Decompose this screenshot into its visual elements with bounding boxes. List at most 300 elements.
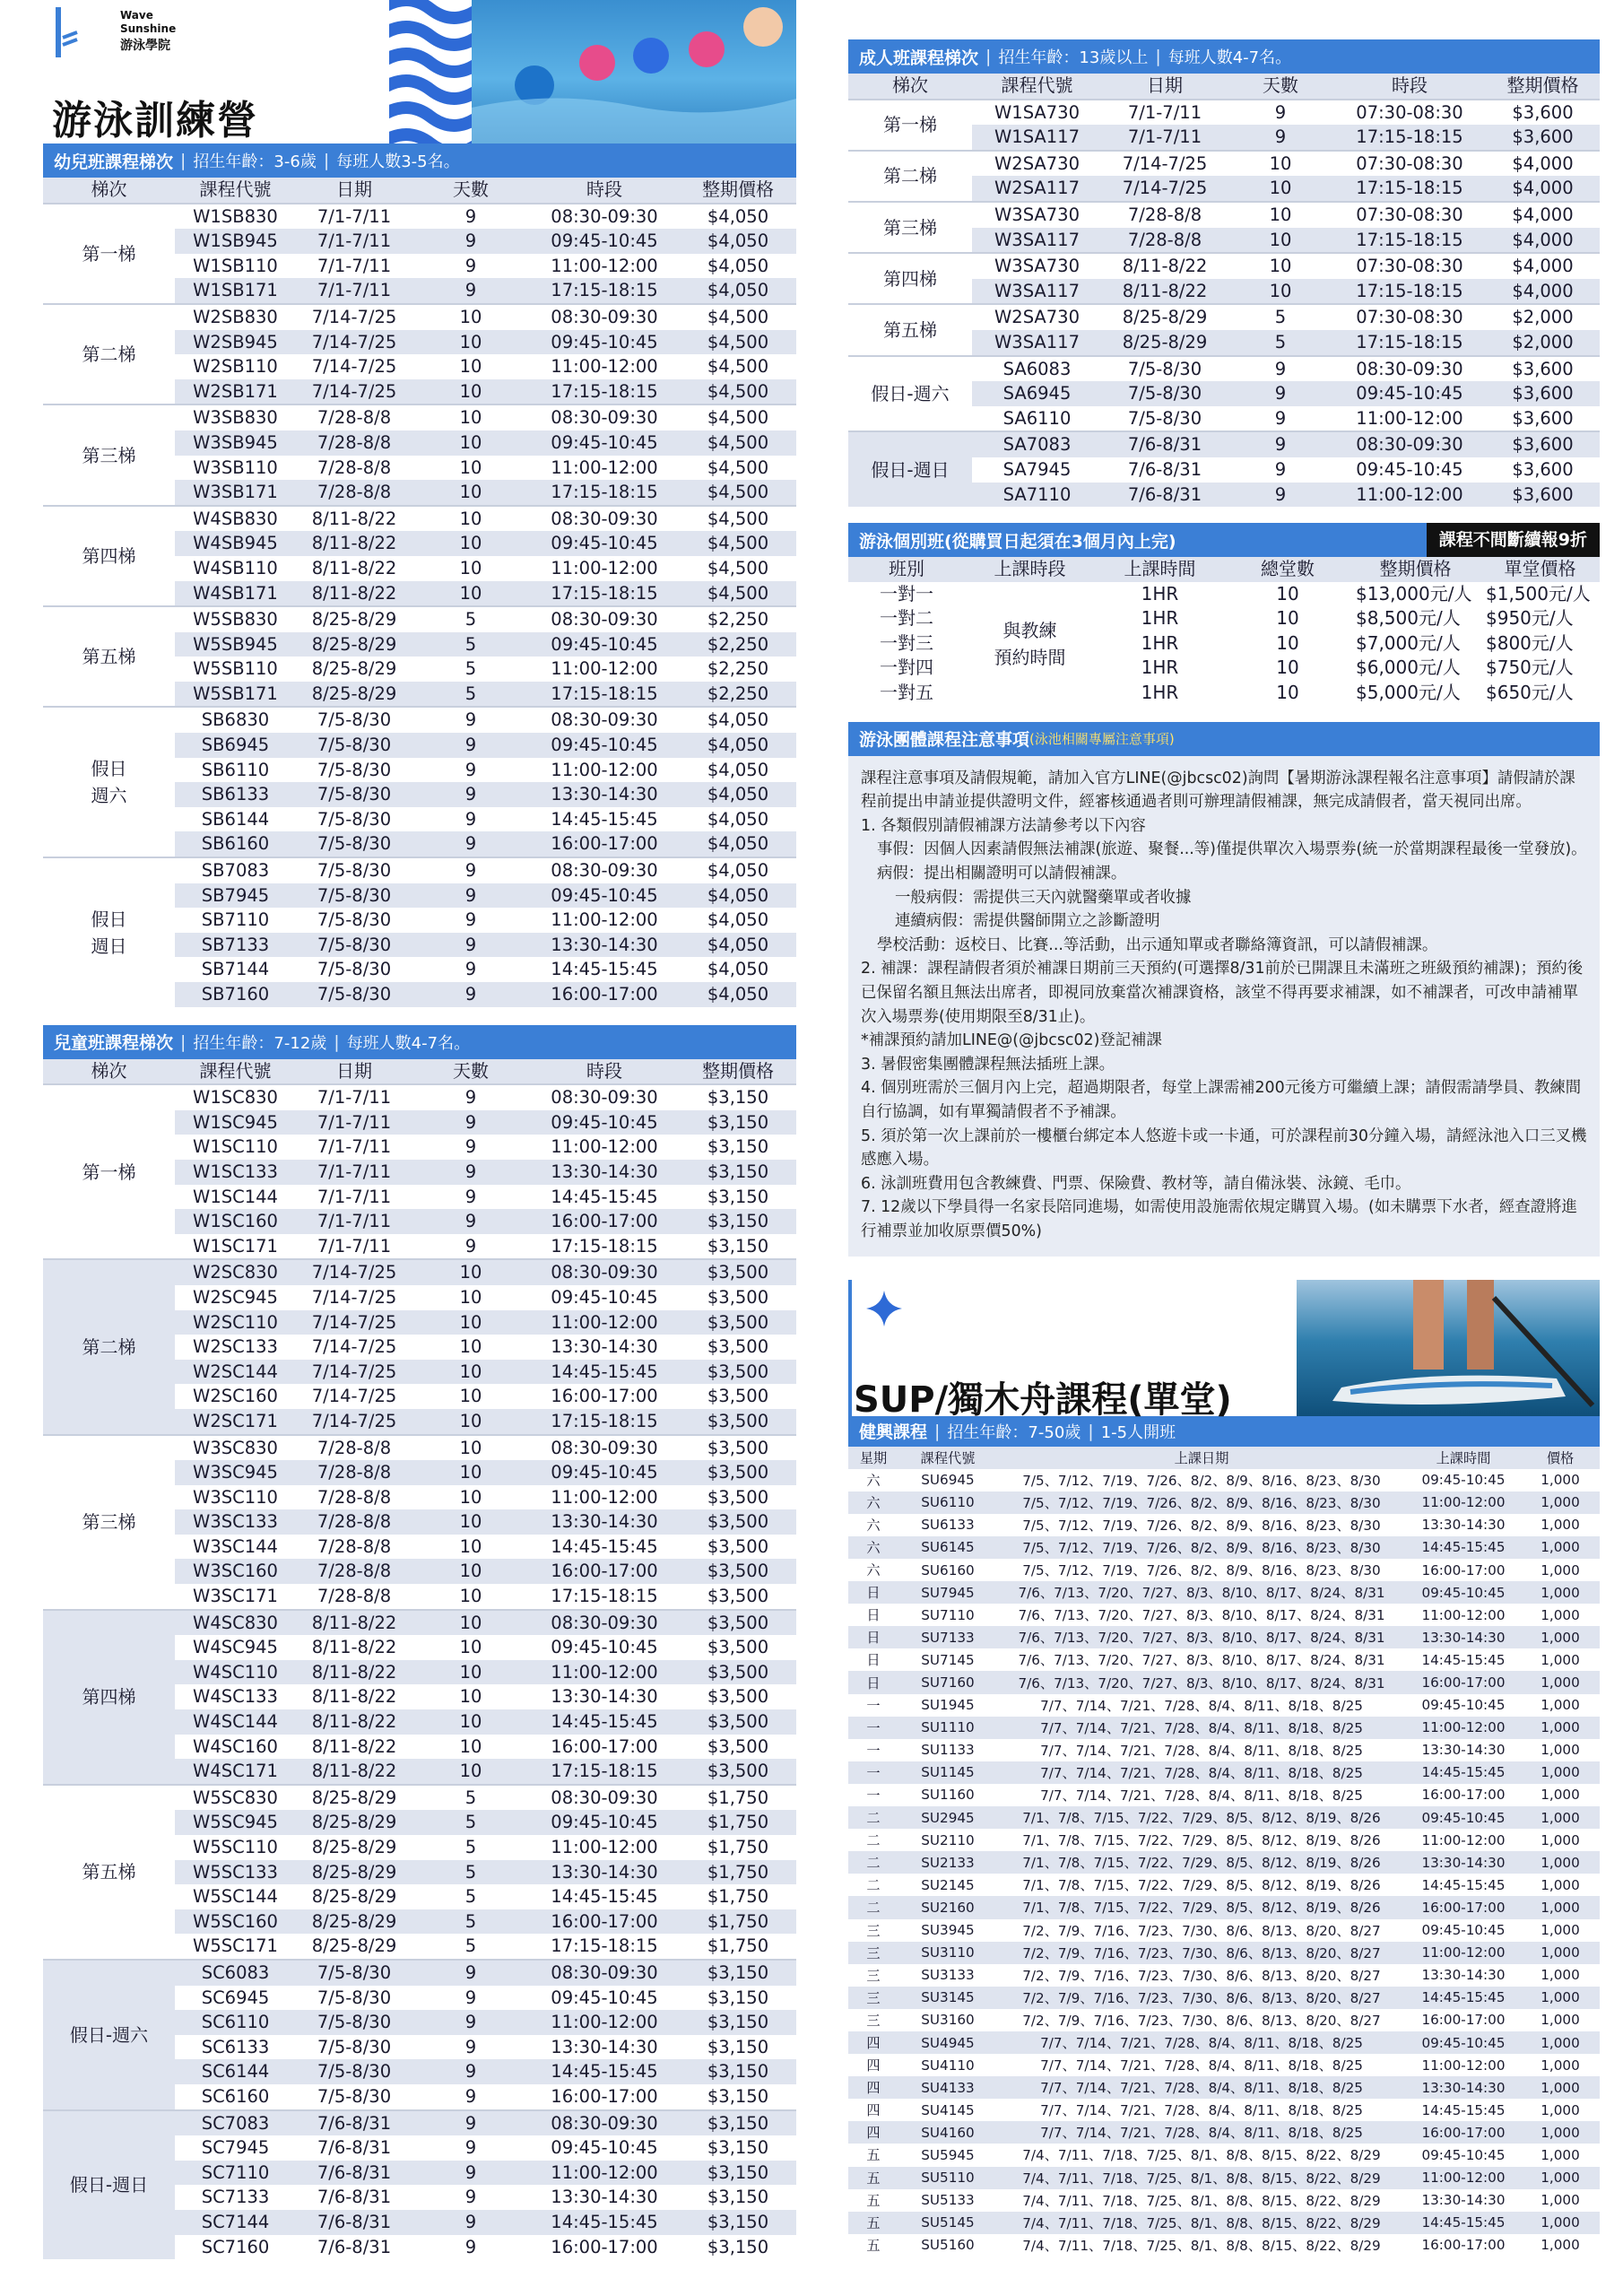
time-slot: 17:15-18:15 (529, 278, 680, 304)
time-slot: 09:45-10:45 (529, 229, 680, 254)
class-dates: 7/6、7/13、7/20、7/27、8/3、8/10、8/17、8/24、8/31 (1018, 1607, 1385, 1624)
course-code: SC6083 (175, 1960, 296, 1986)
table-row (848, 1671, 1600, 1693)
price: $3,150 (680, 1084, 796, 1110)
price: 1,000 (1541, 1742, 1580, 1759)
class-dates: 7/7、7/14、7/21、7/28、8/4、8/11、8/18、8/25 (997, 2076, 1406, 2099)
time-slot: 09:45-10:45 (1406, 1806, 1521, 1829)
level-label: 第五梯 (43, 606, 175, 707)
time-slot: 14:45-15:45 (551, 1535, 658, 1557)
course-code: W3SA730 (972, 253, 1102, 279)
column-header: 時段 (529, 178, 680, 204)
price: $3,500 (680, 1409, 796, 1435)
day-count: 9 (1228, 431, 1333, 457)
time-slot: 11:00-12:00 (551, 557, 658, 578)
date-range: 8/11-8/22 (296, 1709, 412, 1735)
class-dates: 7/7、7/14、7/21、7/28、8/4、8/11、8/18、8/25 (997, 1717, 1406, 1739)
course-code: W2SC830 (175, 1259, 296, 1285)
class-dates: 7/2、7/9、7/16、7/23、7/30、8/6、8/13、8/20、8/27 (997, 1987, 1406, 2009)
time-slot: 08:30-09:30 (529, 304, 680, 330)
course-code: SC6133 (201, 2036, 270, 2057)
price: $3,150 (707, 1136, 769, 1158)
price: $3,500 (707, 1735, 769, 1757)
date-range: 8/25-8/29 (296, 1785, 412, 1811)
class-dates: 7/7、7/14、7/21、7/28、8/4、8/11、8/18、8/25 (1040, 1742, 1363, 1759)
note-line: 一般病假：需提供三天內就醫藥單或者收據 (895, 888, 1192, 907)
notes-section-bar (848, 722, 1600, 756)
price: $2,000 (1486, 330, 1600, 356)
table-row (848, 1784, 1600, 1806)
day-count: 10 (412, 1409, 529, 1435)
time-slot: 16:00-17:00 (1421, 1787, 1506, 1804)
course-code: SU4160 (898, 2121, 997, 2144)
price: $3,500 (707, 1686, 769, 1708)
column-header: 課程代號 (972, 74, 1102, 100)
time-slot: 16:00-17:00 (1421, 1561, 1506, 1578)
date-range: 8/11-8/22 (296, 531, 412, 556)
date-range: 7/5-8/30 (296, 733, 412, 758)
level-label: 第三梯 (43, 1435, 175, 1610)
time-slot: 09:45-10:45 (529, 531, 680, 556)
duration: 1HR (1141, 631, 1179, 654)
day-count: 10 (412, 581, 529, 607)
day-count: 9 (1274, 407, 1287, 429)
price: $4,000 (1486, 253, 1600, 279)
price: $1,750 (680, 1860, 796, 1885)
class-dates: 7/6、7/13、7/20、7/27、8/3、8/10、8/17、8/24、8/31 (997, 1626, 1406, 1648)
course-code: W2SA117 (972, 176, 1102, 202)
course-code: SA7110 (972, 483, 1102, 508)
time-slot: 14:45-15:45 (529, 1360, 680, 1385)
date-range: 7/28-8/8 (296, 1435, 412, 1461)
session-count: 10 (1276, 657, 1299, 679)
column-header: 價格 (1521, 1447, 1600, 1469)
column-header: 課程代號 (175, 1059, 296, 1085)
price: 1,000 (1521, 1717, 1600, 1739)
date-range: 7/14-7/25 (311, 1336, 397, 1358)
day-count: 5 (412, 1785, 529, 1811)
level-label: 第一梯 (43, 1084, 175, 1259)
day-count: 9 (412, 1960, 529, 1986)
sparkle-icon (866, 1291, 902, 1326)
table-row (43, 2110, 796, 2136)
price: $3,500 (707, 1637, 769, 1658)
price: $3,500 (680, 1259, 796, 1285)
price: $3,500 (680, 1460, 796, 1485)
price: $4,500 (680, 404, 796, 430)
price: 1,000 (1521, 2167, 1600, 2189)
time-slot: 16:00-17:00 (529, 1209, 680, 1234)
course-code: SC7160 (201, 2236, 270, 2257)
time-slot: 08:30-09:30 (529, 2110, 680, 2136)
date-range: 7/14-7/25 (1102, 176, 1228, 202)
date-range: 7/14-7/25 (296, 379, 412, 405)
time-slot: 14:45-15:45 (529, 2210, 680, 2235)
table-row (848, 2031, 1600, 2054)
day-count: 9 (1274, 458, 1287, 480)
day-count: 5 (1228, 330, 1333, 356)
price: $4,000 (1486, 228, 1600, 254)
course-code: W1SC945 (175, 1110, 296, 1135)
table-row (848, 356, 1600, 382)
price: $4,000 (1486, 176, 1600, 202)
column-header: 整期價格 (1486, 74, 1600, 100)
course-code: SU3145 (898, 1987, 997, 2009)
column-header: 班別 (848, 557, 965, 582)
date-range: 8/25-8/29 (296, 1810, 412, 1835)
weekday: 五 (848, 2167, 898, 2189)
notes-body (848, 756, 1600, 1257)
sup-sep: | (934, 1421, 941, 1441)
price: $4,050 (707, 959, 769, 980)
price: $3,500 (707, 1286, 769, 1308)
price: $4,050 (680, 278, 796, 304)
time-slot: 13:30-14:30 (551, 2036, 658, 2057)
weekday: 三 (866, 1922, 881, 1939)
column-header: 星期 (848, 1447, 898, 1469)
table-row (848, 2121, 1600, 2144)
class-dates: 7/4、7/11、7/18、7/25、8/1、8/8、8/15、8/22、8/29 (997, 2167, 1406, 2189)
course-code: W4SC945 (193, 1637, 278, 1658)
time-slot: 11:00-12:00 (1406, 1717, 1521, 1739)
class-type: 一對二 (880, 607, 933, 630)
adult-sep: | (985, 47, 992, 66)
time-slot: 16:00-17:00 (529, 831, 680, 857)
date-range: 7/5-8/30 (317, 909, 392, 931)
time-slot: 14:45-15:45 (551, 1886, 658, 1908)
day-count: 10 (459, 356, 482, 378)
price: $4,500 (680, 480, 796, 506)
class-dates: 7/6、7/13、7/20、7/27、8/3、8/10、8/17、8/24、8/31 (997, 1671, 1406, 1693)
day-count: 9 (1228, 100, 1333, 126)
course-code: SA6945 (972, 381, 1102, 406)
column-header: 日期 (296, 178, 412, 204)
price: $4,050 (680, 733, 796, 758)
day-count: 10 (459, 1336, 482, 1358)
price: $3,500 (680, 1709, 796, 1735)
price: $3,500 (707, 1336, 769, 1358)
table-row (43, 1785, 796, 1811)
day-count: 9 (464, 1235, 477, 1257)
date-range: 7/14-7/25 (296, 1409, 412, 1435)
time-slot: 08:30-09:30 (529, 707, 680, 733)
price: $3,150 (680, 1960, 796, 1986)
time-slot: 11:00-12:00 (551, 1837, 658, 1857)
class-dates: 7/7、7/14、7/21、7/28、8/4、8/11、8/18、8/25 (997, 1761, 1406, 1784)
time-slot: 11:00-12:00 (551, 759, 658, 780)
sup-age: 招生年齡：7-50歲 (947, 1422, 1081, 1442)
time-slot: 07:30-08:30 (1333, 100, 1486, 126)
date-range: 8/25-8/29 (311, 1935, 397, 1957)
date-range: 8/25-8/29 (1102, 304, 1228, 330)
kids-section-bar (43, 144, 796, 178)
day-count: 9 (464, 255, 477, 276)
price: $3,150 (680, 1110, 796, 1135)
weekday: 四 (866, 2102, 881, 2119)
level-label: 假日 週六 (43, 707, 175, 857)
date-range: 7/1-7/11 (317, 1235, 392, 1257)
time-slot: 11:00-12:00 (1333, 483, 1486, 508)
date-range: 8/11-8/22 (1102, 253, 1228, 279)
adult-size: 每班人數4-7名。 (1167, 48, 1292, 67)
course-code: W3SC133 (175, 1509, 296, 1535)
price: $3,150 (707, 1186, 769, 1207)
price: $3,150 (680, 2010, 796, 2035)
children-schedule-table (43, 1059, 796, 2260)
date-range: 7/5-8/30 (296, 1960, 412, 1986)
day-count: 9 (412, 2210, 529, 2235)
session-count: 10 (1276, 682, 1299, 704)
day-count: 9 (412, 204, 529, 230)
class-dates: 7/2、7/9、7/16、7/23、7/30、8/6、8/13、8/20、8/27 (1022, 1967, 1381, 1984)
price: $3,500 (680, 1559, 796, 1584)
table-row (43, 1084, 796, 1110)
day-count: 9 (464, 1186, 477, 1207)
course-code: W1SC133 (175, 1160, 296, 1185)
course-code: SU1110 (898, 1717, 997, 1739)
day-count: 9 (1228, 381, 1333, 406)
price: 1,000 (1541, 1651, 1580, 1668)
children-sep-2: | (334, 1031, 340, 1052)
time-slot: 09:45-10:45 (1356, 458, 1463, 480)
private-title: 游泳個別班(從購買日起須在3個月內上完) (859, 531, 1176, 552)
unit-price: $950元/人 (1486, 607, 1574, 630)
date-range: 7/14-7/25 (311, 1386, 397, 1407)
course-code: W5SB830 (175, 606, 296, 632)
sup-title: SUP/獨木舟課程(單堂) (854, 1378, 1232, 1421)
price: 1,000 (1521, 2212, 1600, 2234)
price: $3,500 (680, 1360, 796, 1385)
table-row (848, 1896, 1600, 1918)
price: $3,600 (1486, 381, 1600, 406)
course-code: SU1945 (921, 1697, 975, 1714)
day-count: 9 (412, 278, 529, 304)
price: $4,500 (680, 330, 796, 355)
level-label: 第五梯 (43, 1785, 175, 1960)
level-label: 第三梯 (848, 202, 972, 253)
price: 1,000 (1521, 1536, 1600, 1559)
table-row (43, 1259, 796, 1285)
course-code: W2SC144 (175, 1360, 296, 1385)
course-code: W5SC830 (175, 1785, 296, 1811)
time-slot: 17:15-18:15 (529, 1409, 680, 1435)
table-row (848, 1851, 1600, 1874)
private-section-bar (848, 523, 1600, 557)
day-count: 10 (412, 330, 529, 355)
day-count: 5 (412, 682, 529, 708)
time-slot: 09:45-10:45 (551, 1987, 658, 2008)
date-range: 8/11-8/22 (296, 506, 412, 532)
date-range: 7/5-8/30 (296, 2010, 412, 2035)
price: $2,250 (680, 682, 796, 708)
table-row (848, 304, 1600, 330)
note-line: 病假：提出相關證明可以請假補課。 (877, 865, 1127, 883)
time-slot: 17:15-18:15 (551, 1235, 658, 1257)
day-count: 9 (464, 2137, 477, 2159)
day-count: 10 (412, 404, 529, 430)
time-slot: 14:45-15:45 (529, 1709, 680, 1735)
day-count: 10 (412, 1460, 529, 1485)
price: 1,000 (1541, 1697, 1580, 1714)
weekday: 一 (866, 1787, 881, 1804)
time-slot: 09:45-10:45 (551, 2137, 658, 2159)
date-range: 7/5-8/30 (1102, 381, 1228, 406)
price: $2,250 (707, 658, 769, 680)
date-range: 7/28-8/8 (296, 480, 412, 506)
time-slot: 17:15-18:15 (1333, 176, 1486, 202)
course-code: W3SC110 (193, 1486, 278, 1508)
course-code: W1SC160 (175, 1209, 296, 1234)
column-header: 上課時間 (1095, 557, 1225, 582)
sup-header (848, 1280, 1600, 1421)
day-count: 10 (412, 430, 529, 456)
weekday: 一 (848, 1761, 898, 1784)
date-range: 7/1-7/11 (1102, 100, 1228, 126)
table-row (848, 1559, 1600, 1581)
price: $4,050 (707, 808, 769, 830)
note-line: 學校活動：返校日、比賽...等活動，出示通知單或者聯絡簿資訊，可以請假補課。 (877, 935, 1438, 954)
course-code: W1SB830 (175, 204, 296, 230)
day-count: 9 (412, 1110, 529, 1135)
price: $3,150 (680, 2210, 796, 2235)
date-range: 7/14-7/25 (296, 1310, 412, 1335)
date-range: 7/1-7/11 (317, 255, 392, 276)
price: 1,000 (1541, 1876, 1580, 1893)
course-code: SU4945 (898, 2031, 997, 2054)
price: $4,050 (680, 883, 796, 909)
date-range: 7/6-8/31 (296, 2161, 412, 2186)
date-range: 7/6-8/31 (296, 2210, 412, 2235)
time-slot: 13:30-14:30 (551, 2187, 658, 2208)
day-count: 9 (464, 2236, 477, 2257)
time-slot: 13:30-14:30 (1421, 1967, 1506, 1984)
class-dates: 7/4、7/11、7/18、7/25、8/1、8/8、8/15、8/22、8/29 (1022, 2147, 1381, 2164)
total-price: $6,000元/人 (1356, 657, 1461, 679)
weekday: 四 (848, 2076, 898, 2099)
class-dates: 7/4、7/11、7/18、7/25、8/1、8/8、8/15、8/22、8/29 (1022, 2237, 1381, 2254)
time-slot: 14:45-15:45 (1421, 1876, 1506, 1893)
level-label: 第四梯 (43, 1610, 175, 1785)
right-column (848, 0, 1600, 2257)
date-range: 7/5-8/30 (1127, 407, 1202, 429)
time-slot: 11:00-12:00 (529, 1310, 680, 1335)
time-slot: 13:30-14:30 (529, 1160, 680, 1185)
course-code: W4SB110 (193, 557, 278, 578)
table-row (848, 2099, 1600, 2121)
table-row (43, 707, 796, 733)
price: 1,000 (1541, 1472, 1580, 1489)
children-size: 每班人數4-7名。 (346, 1033, 471, 1053)
level-label: 第二梯 (43, 304, 175, 404)
date-range: 8/11-8/22 (296, 1660, 412, 1685)
price: $3,600 (1512, 407, 1574, 429)
price: $3,150 (680, 2059, 796, 2084)
column-header: 總堂數 (1225, 557, 1350, 582)
price: 1,000 (1541, 1517, 1580, 1534)
day-count: 10 (459, 457, 482, 478)
course-code: SC7945 (201, 2137, 270, 2159)
course-code: SB6830 (175, 707, 296, 733)
duration: 1HR (1141, 582, 1179, 604)
course-code: SB7945 (175, 883, 296, 909)
price: $4,050 (707, 909, 769, 931)
column-header: 上課時間 (1406, 1447, 1521, 1469)
date-range: 7/5-8/30 (296, 857, 412, 883)
price: $4,050 (680, 857, 796, 883)
date-range: 7/14-7/25 (311, 356, 397, 378)
date-range: 7/14-7/25 (296, 304, 412, 330)
date-range: 7/5-8/30 (317, 959, 392, 980)
column-header: 天數 (1228, 74, 1333, 100)
table-row (848, 1829, 1600, 1851)
table-row (848, 1964, 1600, 1987)
course-code: W2SC133 (193, 1336, 278, 1358)
day-count: 9 (412, 2059, 529, 2084)
time-slot: 11:00-12:00 (529, 1660, 680, 1685)
course-code: W1SB110 (193, 255, 278, 276)
time-slot: 17:15-18:15 (529, 480, 680, 506)
table-row (848, 631, 1600, 657)
class-dates: 7/6、7/13、7/20、7/27、8/3、8/10、8/17、8/24、8/31 (1018, 1652, 1385, 1669)
course-code: SU6145 (898, 1536, 997, 1559)
day-count: 10 (459, 557, 482, 578)
course-code: SU7160 (898, 1671, 997, 1693)
day-count: 10 (412, 1709, 529, 1735)
weekday: 五 (866, 2237, 881, 2254)
course-code: SU5160 (921, 2237, 975, 2254)
time-slot: 09:45-10:45 (551, 1637, 658, 1658)
course-code: SB7144 (201, 959, 270, 980)
day-count: 9 (464, 2187, 477, 2208)
course-code: SB6945 (175, 733, 296, 758)
date-range: 7/5-8/30 (1102, 356, 1228, 382)
day-count: 5 (464, 1837, 477, 1857)
time-slot: 14:45-15:45 (1406, 1536, 1521, 1559)
time-slot: 13:30-14:30 (551, 1686, 658, 1708)
class-dates: 7/5、7/12、7/19、7/26、8/2、8/9、8/16、8/23、8/30 (1022, 1517, 1381, 1534)
time-slot: 17:15-18:15 (1333, 330, 1486, 356)
day-count: 5 (464, 658, 477, 680)
time-slot: 16:00-17:00 (551, 2236, 658, 2257)
day-count: 10 (459, 1286, 482, 1308)
price: $4,050 (680, 831, 796, 857)
adult-schedule-table (848, 74, 1600, 507)
course-code: W5SB945 (175, 632, 296, 657)
class-dates: 7/6、7/13、7/20、7/27、8/3、8/10、8/17、8/24、8/31 (997, 1581, 1406, 1604)
price: 1,000 (1521, 1987, 1600, 2009)
day-count: 9 (412, 707, 529, 733)
course-code: W2SB830 (175, 304, 296, 330)
price: 1,000 (1521, 1806, 1600, 1829)
table-row (43, 204, 796, 230)
course-code: W3SC160 (175, 1559, 296, 1584)
adult-section-bar (848, 39, 1600, 74)
level-label: 假日-週日 (43, 2110, 175, 2260)
time-slot: 09:45-10:45 (529, 1810, 680, 1835)
children-section-bar (43, 1025, 796, 1059)
date-range: 7/1-7/11 (296, 278, 412, 304)
date-range: 7/1-7/11 (296, 204, 412, 230)
time-slot: 08:30-09:30 (529, 506, 680, 532)
session-count: 10 (1276, 607, 1299, 630)
time-slot: 09:45-10:45 (529, 430, 680, 456)
time-slot: 11:00-12:00 (529, 2010, 680, 2035)
date-range: 7/28-8/8 (317, 1486, 392, 1508)
column-header: 課程代號 (175, 178, 296, 204)
class-dates: 7/5、7/12、7/19、7/26、8/2、8/9、8/16、8/23、8/30 (997, 1536, 1406, 1559)
class-dates: 7/1、7/8、7/15、7/22、7/29、8/5、8/12、8/19、8/26 (1022, 1832, 1381, 1849)
price: $4,500 (707, 457, 769, 478)
